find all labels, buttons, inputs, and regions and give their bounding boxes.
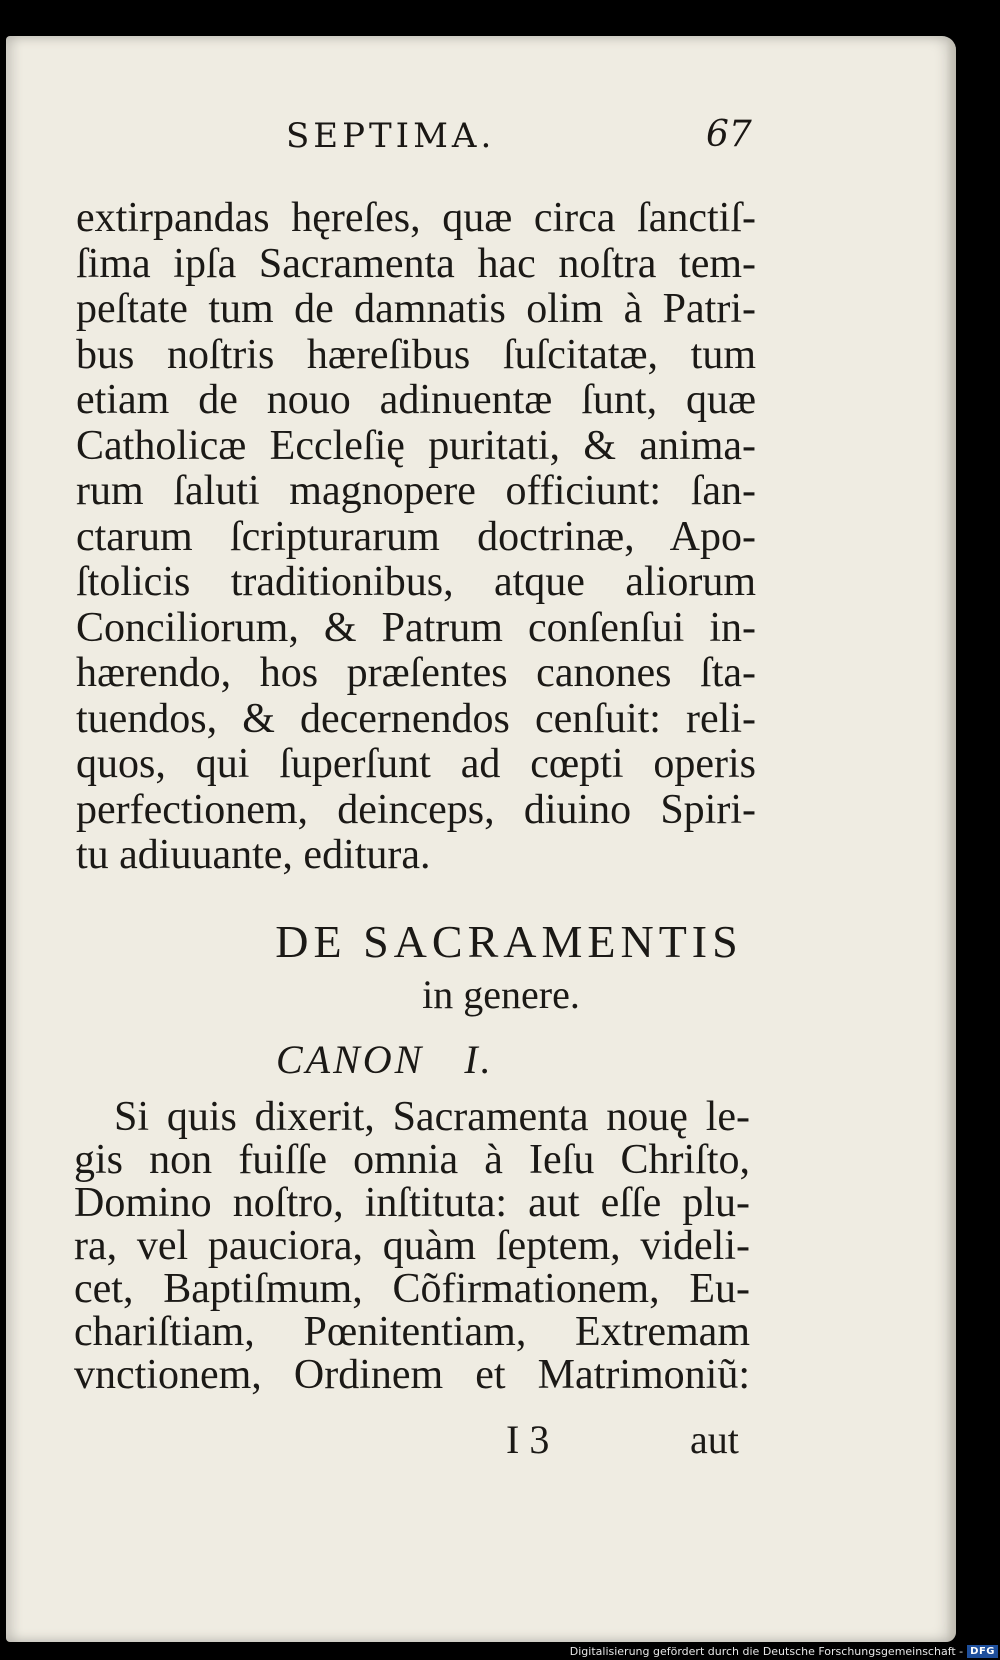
section-title: DE SACRAMENTIS	[275, 916, 743, 967]
digitization-footer	[570, 1642, 1000, 1660]
text-line: vnctionem, Ordinem et Matrimoniũ:	[74, 1352, 750, 1398]
text-line: extirpandas hęreſes, quæ circa ſanctiſ-	[76, 195, 756, 241]
page-footer-line	[6, 1416, 956, 1466]
canon-heading	[276, 1036, 494, 1083]
section-subtitle: in genere.	[422, 972, 580, 1017]
text-line: ctarum ſcripturarum doctrinæ, Apo-	[76, 513, 756, 560]
funding-notice: Digitalisierung gefördert durch die Deutsche Forschungsgemeinschaft -	[569, 1644, 964, 1658]
text-line: tu adiuuante, editura.	[76, 832, 431, 878]
signature-mark: I 3	[506, 1417, 550, 1462]
text-line: Catholicæ Eccleſię puritati, & anima-	[76, 422, 756, 469]
dfg-logo-icon: DFG	[967, 1645, 998, 1658]
text-line: Conciliorum, & Patrum conſenſui in-	[76, 604, 756, 651]
text-line: cet, Baptiſmum, Cõfirmationem, Eu-	[74, 1266, 750, 1312]
text-line: perfectionem, deinceps, diuino Spiri-	[76, 786, 756, 833]
canon-label: CANON	[276, 1037, 425, 1082]
text-line: quos, qui ſuperſunt ad cœpti operis	[76, 741, 756, 787]
page-number: 67	[706, 114, 752, 155]
text-line: ſima ipſa Sacramenta hac noſtra tem-	[76, 240, 756, 287]
text-line: rum ſaluti magnopere officiunt: ſan-	[76, 468, 756, 514]
canon-paragraph	[74, 1096, 750, 1397]
text-line: Si quis dixerit, Sacramenta nouę le-	[114, 1094, 750, 1140]
text-line: Domino noſtro, inſtituta: aut eſſe plu-	[74, 1180, 750, 1226]
text-line: bus noſtris hæreſibus ſuſcitatæ, tum	[76, 331, 756, 378]
text-line: gis non fuiſſe omnia à Ieſu Chriſto,	[74, 1137, 750, 1183]
body-paragraph	[76, 196, 756, 879]
book-page	[6, 36, 956, 1642]
running-head	[6, 116, 956, 166]
text-line: chariſtiam, Pœnitentiam, Extremam	[74, 1309, 750, 1355]
section-heading	[6, 914, 956, 1020]
text-line: tuendos, & decernendos cenſuit: reli-	[76, 695, 756, 742]
text-line: hærendo, hos præſentes canones ſta-	[76, 650, 756, 696]
text-line: peſtate tum de damnatis olim à Patri-	[76, 286, 756, 332]
text-line: etiam de nouo adinuentæ ſunt, quæ	[76, 377, 756, 423]
text-line: ra, vel pauciora, quàm ſeptem, videli-	[74, 1223, 750, 1269]
catchword: aut	[690, 1417, 739, 1462]
running-head-title: SEPTIMA.	[286, 116, 496, 156]
text-line: ſtolicis traditionibus, atque aliorum	[76, 559, 756, 605]
canon-number: I.	[464, 1037, 494, 1082]
